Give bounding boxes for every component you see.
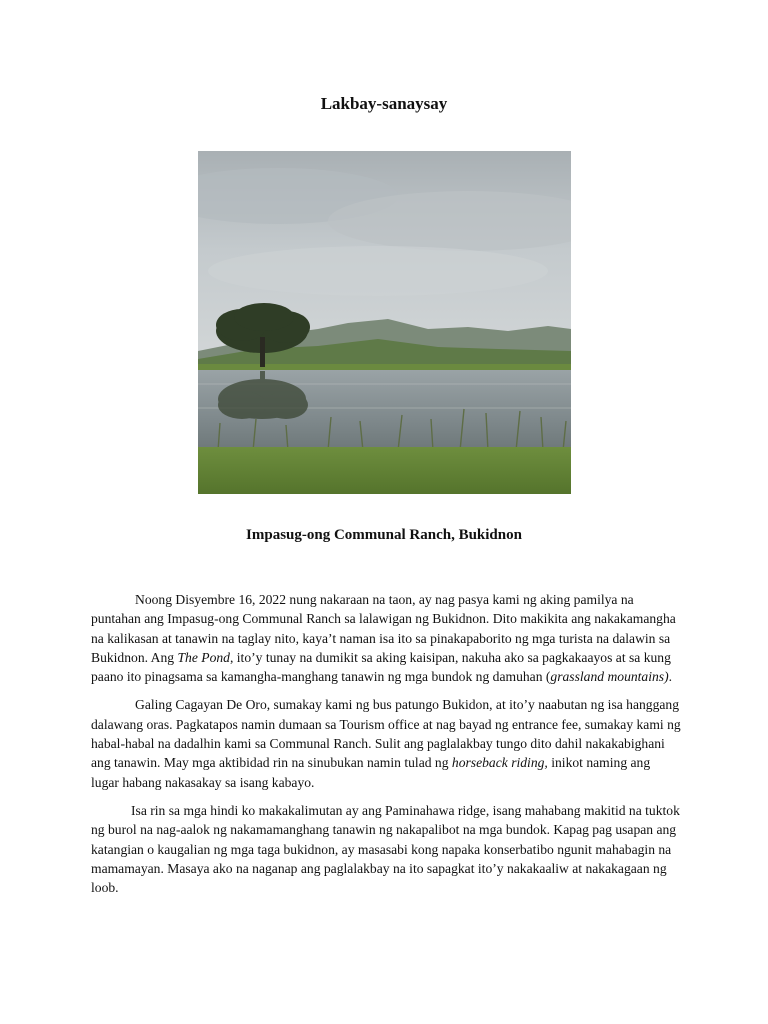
paragraph-3 xyxy=(91,801,681,897)
paragraph-1 xyxy=(91,590,681,686)
paragraph-2-italic-a: horseback riding, xyxy=(451,755,548,771)
paragraph-2-text-b: inikot naming ang lugar habang nakasakay sa isang kabayo. xyxy=(91,755,651,790)
paragraph-2-text-a: Galing Cagayan De Oro, sumakay kami ng bus patungo Bukidon, at ito’y naabutan ng isa hanggang dalawang oras. Pagkatapos namin dumaan sa Tourism office at nag bayad ng entrance fee, sumakay kami ng habal-habal na dadalhin kami sa Communal Ranch. Sulit ang paglalakbay tungo dito dahil nakakabighani ang tanawin. May mga aktibidad rin na sinubukan namin tulad ng xyxy=(91,697,681,771)
photo-caption: Impasug-ong Communal Ranch, Bukidnon xyxy=(246,527,522,543)
paragraph-1-text-c: . xyxy=(668,669,673,685)
paragraph-1-italic-a: The Pond xyxy=(177,649,230,665)
paragraph-1-italic-b: grassland mountains) xyxy=(550,669,669,685)
paragraph-3-text-a: Isa rin sa mga hindi ko makakalimutan ay ang Paminahawa ridge, isang mahabang makitid na tuktok ng burol na nag-aalok ng nakamamanghang tanawin ng nakapalibot na mga bundok. Kapag pag usapan ang katangian o kaugalian ng mga taga bukidnon, ay masasabi kong napaka konserbatibo ngunit mahabagin na mamamayan. Masaya ako na naganap ang paglalakbay na ito sapagkat ito’y nakakaaliw at nakakagaan ng loob. xyxy=(91,802,680,896)
document-title: Lakbay-sanaysay xyxy=(320,94,448,113)
ranch-photo xyxy=(198,151,571,494)
paragraph-2 xyxy=(91,695,681,791)
essay-body xyxy=(91,590,681,906)
paragraph-1-text-b: , ito’y tunay na dumikit sa aking kaisipan, nakuha ako sa pagkakaayos at sa kung paano ito pinagsama sa kamangha-manghang tanawin ng mga bundok ng damuhan ( xyxy=(91,649,671,685)
paragraph-1-text-a: Noong Disyembre 16, 2022 nung nakaraan na taon, ay nag pasya kami ng aking pamilya na puntahan ang Impasug-ong Communal Ranch sa lalawigan ng Bukidnon. Dito makikita ang nakakamangha na kalikasan at tanawin na taglay nito, kaya’t naman isa ito sa pinakapaborito ng mga turista na dalawin sa Bukidnon. Ang xyxy=(91,592,676,665)
